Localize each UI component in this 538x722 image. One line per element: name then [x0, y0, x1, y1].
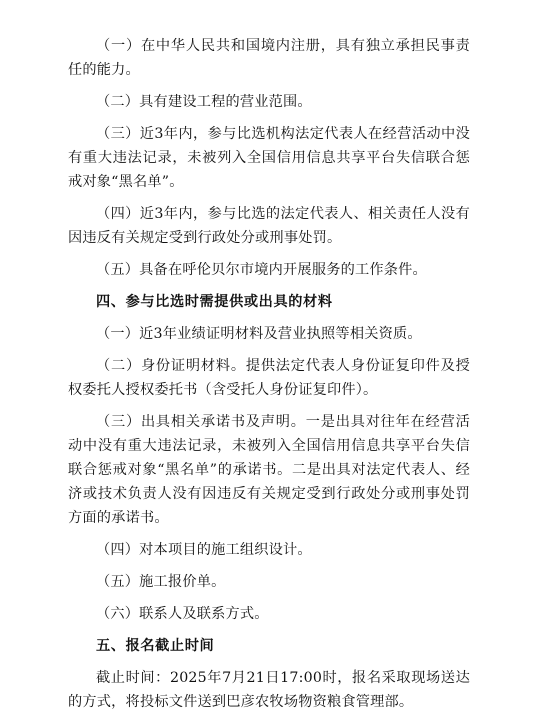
- materials-item-6: （六）联系人及联系方式。: [96, 606, 269, 622]
- materials-item-4: （四）对本项目的施工组织设计。: [96, 542, 312, 558]
- document-body: [68, 34, 470, 722]
- materials-item-1: （一）近3年业绩证明材料及营业执照等相关资质。: [96, 326, 422, 342]
- deadline-paragraph: 截止时间：2025年7月21日17:00时，报名采取现场送达的方式，将投标文件送到巴彦农牧场物资粮食管理部。: [68, 670, 470, 710]
- qualification-item-5: （五）具备在呼伦贝尔市境内开展服务的工作条件。: [96, 262, 427, 278]
- materials-item-3: （三）出具相关承诺书及声明。一是出具对往年在经营活动中没有重大违法记录，未被列入全国信用信息共享平台失信联合惩戒对象“黑名单”的承诺书。二是出具对法定代表人、经济或技术负责人没有因违反有关规定受到行政处分或刑事处罚方面的承诺书。: [68, 414, 470, 526]
- section-heading-deadline: 五、报名截止时间: [96, 638, 215, 654]
- qualification-item-4: （四）近3年内，参与比选的法定代表人、相关责任人没有因违反有关规定受到行政处分或刑事处罚。: [68, 206, 470, 246]
- qualification-item-1: （一）在中华人民共和国境内注册，具有独立承担民事责任的能力。: [68, 38, 470, 78]
- qualification-item-2: （二）具有建设工程的营业范围。: [96, 94, 312, 110]
- materials-item-5: （五）施工报价单。: [96, 574, 226, 590]
- section-heading-materials: 四、参与比选时需提供或出具的材料: [96, 294, 333, 310]
- qualification-item-3: （三）近3年内，参与比选机构法定代表人在经营活动中没有重大违法记录，未被列入全国信用信息共享平台失信联合惩戒对象“黑名单”。: [68, 126, 470, 190]
- materials-item-2: （二）身份证明材料。提供法定代表人身份证复印件及授权委托人授权委托书（含受托人身份证复印件）。: [68, 358, 470, 398]
